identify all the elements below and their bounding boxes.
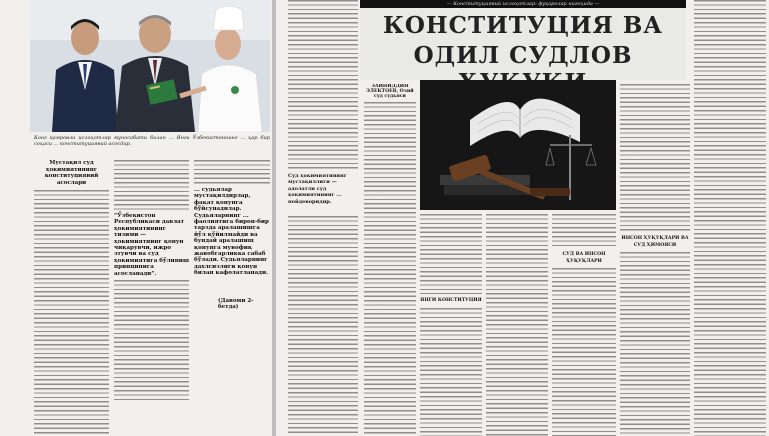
column-text xyxy=(288,0,358,170)
column-text xyxy=(114,280,189,400)
column-text xyxy=(620,252,690,436)
photo-illustration xyxy=(30,0,270,132)
right-newspaper-page xyxy=(276,0,769,436)
article-column-2 xyxy=(114,160,189,436)
judges-independence-text: ... судьялар мустақилдирлар, фақат қонунга бўйсунадилар. Судьяларнинг ... фаолиятига бирон-бир тарзда аралашишга йўл қўйилмайди ва бундай аралашиш қонунга мувофиқ жавобгарликка сабаб бўлади. Судьяларнинг дахлсизлиги қонун билан кафолатланади. xyxy=(194,187,269,277)
right-page-column-5 xyxy=(552,214,616,436)
column-text xyxy=(620,84,690,232)
headline-line-2: ОДИЛ СУДЛОВ xyxy=(413,42,633,69)
gavel-book-image xyxy=(420,80,616,210)
left-newspaper-page xyxy=(0,0,272,436)
article-subhead: Мустақил суд ҳокимиятининг конституциявий асослари xyxy=(44,160,99,186)
right-page-column-4 xyxy=(486,214,548,436)
article-column-1 xyxy=(34,160,109,436)
right-page-column-6 xyxy=(620,0,690,436)
column-text xyxy=(194,160,270,184)
right-page-column-2 xyxy=(364,84,416,436)
leadership-photo xyxy=(30,0,270,132)
column-text xyxy=(420,214,482,294)
gavel-illustration xyxy=(420,80,616,210)
column-text xyxy=(420,308,482,436)
photo-caption: Конг қамровли ислоҳотлар муносабати билан ... Янги Ўзбекистоннинг ... ҳар бир соҳаси ... конституциявий асосдир. xyxy=(34,135,270,148)
author-label: ЗАЙНИДДИН ЭЛЕКТОЕВ, Олий суд судьяси xyxy=(366,84,414,99)
right-page-column-3 xyxy=(420,214,482,436)
column-text xyxy=(486,214,548,436)
column-text xyxy=(114,160,189,210)
constitution-quote: “Ўзбекистон Республикаси давлат ҳокимиятининг тизими — ҳокимиятнинг қонун чиқарувчи, ижро этувчи ва суд ҳокимиятига бўлиниш принципига асосланади”. xyxy=(114,213,189,277)
column-text xyxy=(552,268,616,436)
column-text xyxy=(364,102,416,436)
column-text xyxy=(694,0,766,436)
headline-line-1: КОНСТИТУЦИЯ ВА xyxy=(382,12,664,39)
column-text xyxy=(552,214,616,248)
column-text xyxy=(288,216,358,436)
section-subhead-2: СУД ВА ИНСОН ҲУҚУҚЛАРИ xyxy=(562,252,606,264)
section-subhead-3: ИНСОН ҲУҚУҚЛАРИ ВА СУД ҲИМОЯСИ xyxy=(621,236,689,248)
section-subhead-1: ЯНГИ КОНСТИТУЦИЯ xyxy=(420,298,482,303)
top-strip: — Конституциявий ислоҳотлар: фуқаролар нигоҳида — xyxy=(360,0,686,8)
continued-label: (Давоми 2-бетда) xyxy=(218,298,254,310)
pull-quote: Суд ҳокимиятининг мустақиллиги — адолатли суд ҳокимиятининг ... пойдеворидир. xyxy=(288,173,347,205)
right-page-column-1 xyxy=(288,0,358,436)
right-page-column-7 xyxy=(694,0,766,436)
article-column-3 xyxy=(194,160,270,300)
column-text xyxy=(34,190,109,436)
